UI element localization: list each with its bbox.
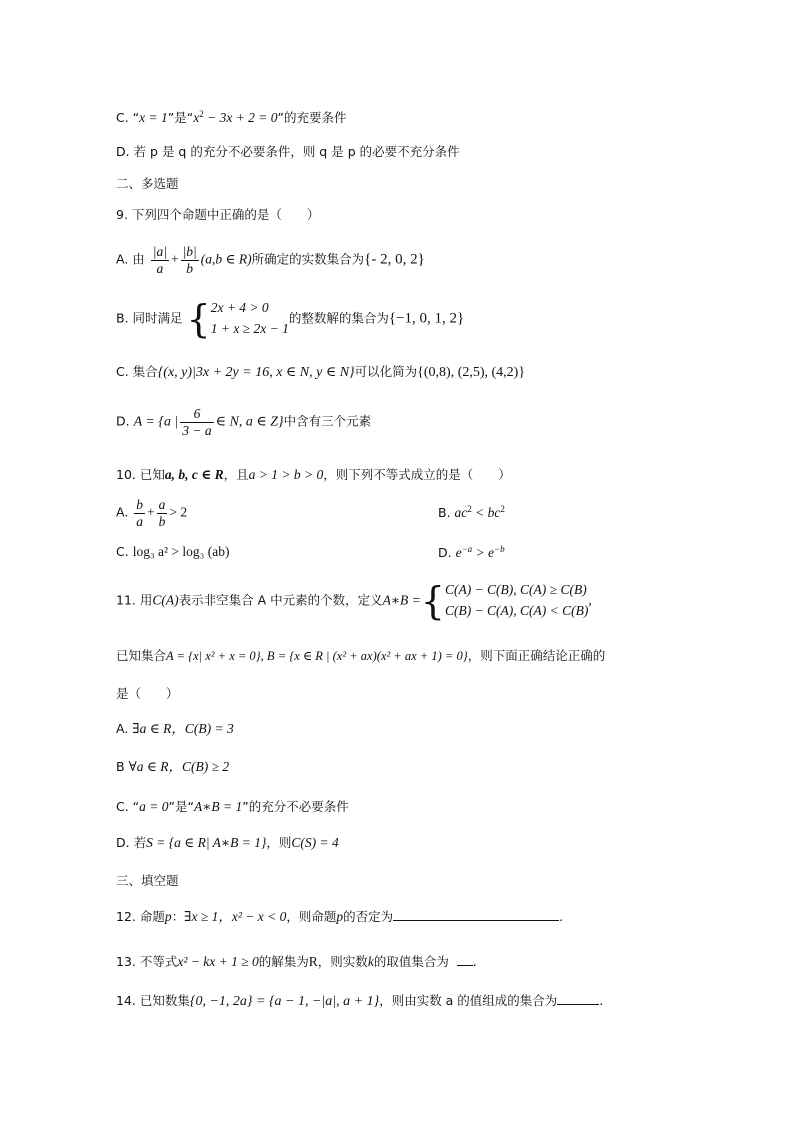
denominator: 3 − a [182, 422, 212, 438]
text: 所确定的实数集合为 [251, 251, 365, 267]
q11-option-c [116, 800, 349, 814]
system-line: 1 + x ≥ 2x − 1 [210, 320, 289, 336]
math-expr: log₃ a² > log₃ (ab) [132, 544, 230, 559]
math-expr: ∃x ≥ 1，x² − x < 0 [184, 909, 287, 924]
brace-icon: { [420, 578, 445, 623]
math-expr: a = 0 [139, 799, 169, 814]
numerator: 6 [180, 406, 213, 423]
math-expr: A∗B = [382, 592, 421, 608]
section-heading-fill-in: 三、填空题 [116, 873, 179, 888]
fraction [181, 244, 199, 276]
punctuation: , [588, 592, 592, 608]
math-expr: S = {a ∈ R| A∗B = 1} [146, 835, 267, 850]
math-set: {(x, y)|3x + 2y = 16, x ∈ N, y ∈ N} [157, 365, 355, 380]
math-expr: C(S) = 4 [291, 835, 339, 850]
text: ，则由实数 a 的值组成的集合为 [379, 993, 558, 1008]
math-expr: p [164, 909, 172, 924]
answer-blank[interactable] [393, 908, 559, 921]
math-expr: ∃a ∈ R，C(B) = 3 [132, 721, 234, 736]
superscript: 2 [500, 504, 505, 514]
q10-option-c [116, 545, 230, 559]
math-expr: > 2 [169, 504, 188, 520]
text: 12. 命题 [116, 909, 165, 924]
math-expr: > e [472, 545, 495, 561]
option-label: C. “ [116, 799, 140, 814]
q8-option-d: D. 若 p 是 q 的充分不必要条件，则 q 是 p 的必要不充分条件 [116, 144, 460, 159]
superscript: −a [461, 544, 473, 554]
q9-option-d [116, 406, 371, 438]
text: ，则下面正确结论正确的 [467, 648, 606, 663]
math-expr: < bc [471, 505, 501, 521]
math-expr: x² − kx + 1 ≥ 0 [177, 954, 259, 969]
math-expr: a > 1 > b > 0 [248, 467, 324, 482]
option-label: C. [116, 544, 129, 559]
option-label: B. [438, 505, 451, 521]
text: 11. 用 [116, 592, 153, 608]
option-label: A. [116, 721, 129, 736]
numerator: |b| [182, 244, 197, 259]
math-expr: − 3x + 2 = 0 [203, 110, 278, 126]
q11-option-a [116, 722, 234, 736]
q12 [116, 908, 563, 924]
answer-blank[interactable] [457, 953, 473, 966]
text: 的否定为 [343, 909, 394, 924]
text: ”的充要条件 [277, 110, 347, 126]
math-set: {(0,8), (2,5), (4,2)} [417, 365, 526, 380]
math-expr: p [336, 909, 344, 924]
option-label: C. “ [116, 110, 140, 126]
punctuation: . [599, 993, 604, 1008]
q9-option-b [116, 298, 464, 340]
system-line: 2x + 4 > 0 [210, 300, 269, 315]
q10-option-d [438, 545, 505, 560]
q11-stem [116, 580, 592, 622]
math-expr: (a,b ∈ R) [200, 251, 252, 267]
denominator: b [186, 260, 194, 276]
text: ，且 [223, 467, 249, 482]
q11-option-b [116, 760, 229, 774]
superscript: 2 [467, 504, 472, 514]
system-lines [211, 298, 289, 340]
option-label: B [116, 759, 125, 774]
text: 的解集为 [258, 954, 309, 969]
superscript: 2 [199, 109, 204, 119]
operator: + [170, 251, 179, 267]
option-label: D. [116, 413, 130, 429]
option-label: B. 同时满足 [116, 310, 183, 326]
numerator: b [136, 497, 144, 512]
text: ”的充分不必要条件 [242, 799, 349, 814]
text: ，则 [266, 835, 292, 850]
fraction [157, 497, 168, 529]
superscript: −b [494, 544, 505, 554]
q8-option-c [116, 110, 347, 125]
punctuation: . [472, 954, 477, 969]
text: 可以化简为 [354, 364, 418, 379]
system-line: C(B) − C(A), C(A) < C(B) [444, 602, 589, 618]
math-expr: ∈ N, a ∈ Z} [215, 414, 284, 430]
q10-option-a [116, 497, 187, 529]
text: ，则下列不等式成立的是（ ） [323, 467, 511, 482]
system-lines [445, 580, 588, 622]
math-expr: {0, −1, 2a} = {a − 1, −|a|, a + 1} [189, 994, 380, 1009]
text: 10. 已知 [116, 467, 165, 482]
definition-system [420, 578, 592, 623]
math-expr: A∗B = 1 [193, 799, 243, 814]
math-expr: e [455, 545, 462, 561]
text: 表示非空集合 A 中元素的个数，定义 [178, 592, 383, 608]
answer-blank[interactable] [557, 992, 599, 1005]
text: ，则命题 [286, 909, 337, 924]
math-expr: a, b, c ∈ R [164, 467, 224, 482]
q14 [116, 992, 603, 1009]
q13 [116, 953, 477, 969]
math-expr: x [193, 110, 200, 126]
math-set: {−1, 0, 1, 2} [388, 310, 465, 327]
math-expr: R [308, 954, 318, 969]
option-label: D. [438, 545, 452, 561]
q9-option-a [116, 244, 425, 276]
option-label: A. [116, 504, 129, 520]
math-expr: ∀a ∈ R，C(B) ≥ 2 [128, 759, 230, 774]
q11-stem-end: 是（ ） [116, 686, 179, 701]
q11-sets-line [116, 650, 605, 663]
math-expr: k [367, 954, 374, 969]
math-expr: A = {a | [133, 414, 179, 430]
text: 的取值集合为 [373, 954, 449, 969]
punctuation: ： [171, 909, 185, 924]
equation-system [187, 298, 289, 340]
q10-option-b [438, 505, 505, 520]
text: ”是“ [167, 110, 194, 126]
q9-option-c [116, 366, 525, 380]
numerator: a [158, 497, 166, 512]
math-expr: x = 1 [139, 110, 168, 126]
math-set: {- 2, 0, 2} [364, 251, 425, 268]
text: 中含有三个元素 [283, 413, 372, 429]
math-expr: ac [454, 505, 468, 521]
math-expr: C(A) [152, 592, 179, 608]
text: 已知集合 [116, 648, 167, 663]
text: 14. 已知数集 [116, 993, 190, 1008]
text: ”是“ [168, 799, 194, 814]
q9-stem: 9. 下列四个命题中正确的是（ ） [116, 207, 320, 222]
denominator: a [136, 513, 144, 529]
denominator: b [158, 513, 166, 529]
q11-option-d [116, 836, 339, 850]
system-line: C(A) − C(B), C(A) ≥ C(B) [444, 582, 587, 597]
text: 的整数解的集合为 [288, 310, 389, 326]
fraction [134, 497, 145, 529]
option-label: A. 由 [116, 251, 145, 267]
fraction [180, 406, 213, 438]
denominator: a [156, 260, 164, 276]
math-expr: A = {x| x² + x = 0}, B = {x ∈ R | (x² + ax)(x² + ax + 1) = 0} [166, 649, 468, 663]
option-label: C. 集合 [116, 364, 158, 379]
q10-stem [116, 468, 511, 482]
text: 13. 不等式 [116, 954, 178, 969]
fraction [151, 244, 169, 276]
brace-icon: { [186, 296, 211, 341]
option-label: D. 若 [116, 835, 147, 850]
section-heading-multi-choice: 二、多选题 [116, 176, 179, 191]
text: ，则实数 [317, 954, 368, 969]
punctuation: . [559, 909, 564, 924]
operator: + [147, 504, 155, 520]
numerator: |a| [152, 244, 167, 259]
